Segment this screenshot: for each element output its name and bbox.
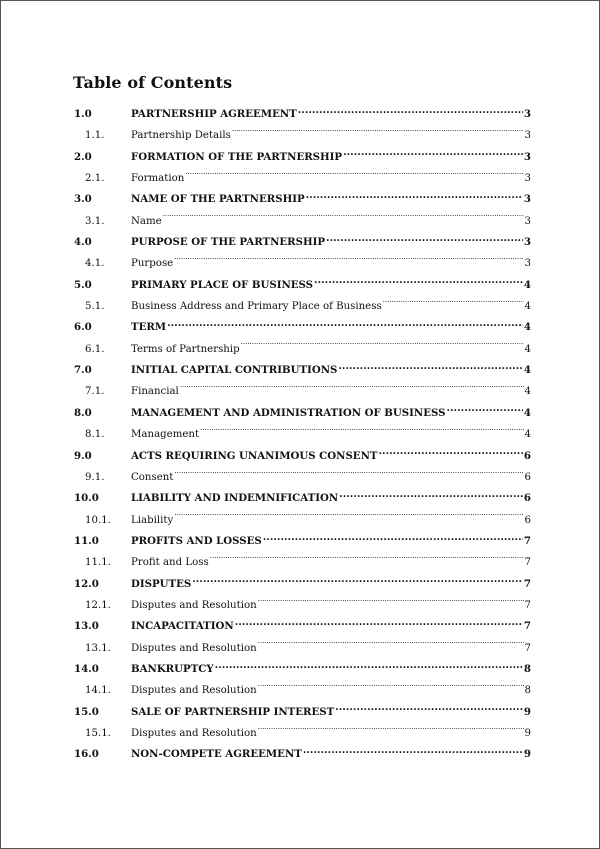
toc-section-entry[interactable]: [74, 702, 531, 723]
toc-section-entry[interactable]: [74, 488, 531, 509]
toc-entry-number: 5.1.: [85, 301, 105, 313]
toc-subsection-entry[interactable]: [74, 168, 531, 189]
toc-entry-page: 7: [524, 642, 531, 654]
toc-entry-page: 4: [523, 364, 531, 377]
toc-entry-label: Disputes and Resolution: [131, 642, 257, 654]
dot-leader: [210, 555, 524, 565]
toc-entry-label: DISPUTES: [131, 577, 192, 590]
page-title: Table of Contents: [73, 73, 233, 92]
toc-entry-label: PURPOSE OF THE PARTNERSHIP: [131, 236, 326, 249]
toc-entry-label: Disputes and Resolution: [131, 685, 257, 697]
toc-entry-number: 10.1.: [85, 514, 111, 526]
toc-entry-label: Liability: [131, 514, 174, 526]
toc-entry-number: 9.1.: [85, 471, 105, 483]
toc-entry-page: 4: [523, 278, 531, 291]
toc-entry-page: 3: [524, 215, 531, 227]
toc-entry-number: 7.1.: [85, 386, 105, 398]
toc-entry-page: 9: [524, 727, 531, 739]
dot-leader: [335, 705, 523, 715]
toc-entry-number: 3.1.: [85, 215, 105, 227]
toc-section-entry[interactable]: [74, 574, 531, 595]
toc-entry-number: 6.1.: [85, 343, 105, 355]
toc-section-entry[interactable]: [74, 744, 531, 765]
toc-entry-label: Purpose: [131, 258, 174, 270]
dot-leader: [180, 384, 524, 394]
toc-entry-number: 9.0: [74, 449, 92, 462]
dot-leader: [215, 662, 523, 672]
toc-entry-number: 11.1.: [85, 557, 111, 569]
toc-section-entry[interactable]: [74, 189, 531, 210]
toc-entry-label: Disputes and Resolution: [131, 727, 257, 739]
toc-section-entry[interactable]: [74, 616, 531, 637]
toc-section-entry[interactable]: [74, 446, 531, 467]
toc-entry-label: NAME OF THE PARTNERSHIP: [131, 193, 305, 206]
toc-entry-page: 6: [524, 471, 531, 483]
toc-section-entry[interactable]: [74, 232, 531, 253]
dot-leader: [167, 320, 523, 330]
toc-subsection-entry[interactable]: [74, 339, 531, 360]
toc-entry-number: 4.1.: [85, 258, 105, 270]
toc-section-entry[interactable]: [74, 360, 531, 381]
dot-leader: [298, 107, 523, 117]
toc-entry-page: 7: [523, 577, 531, 590]
toc-entry-page: 9: [523, 705, 531, 718]
toc-subsection-entry[interactable]: [74, 296, 531, 317]
toc-entry-label: INCAPACITATION: [131, 620, 234, 633]
table-of-contents: [74, 104, 531, 766]
toc-entry-number: 4.0: [74, 236, 92, 249]
toc-entry-page: 4: [524, 386, 531, 398]
toc-entry-number: 8.1.: [85, 429, 105, 441]
toc-entry-label: TERM: [131, 321, 167, 334]
toc-subsection-entry[interactable]: [74, 253, 531, 274]
toc-section-entry[interactable]: [74, 147, 531, 168]
toc-entry-page: 3: [523, 193, 531, 206]
toc-entry-page: 8: [523, 662, 531, 675]
dot-leader: [446, 406, 522, 416]
dot-leader: [343, 150, 523, 160]
dot-leader: [174, 256, 523, 266]
toc-entry-label: Name: [131, 215, 162, 227]
toc-entry-page: 4: [524, 429, 531, 441]
toc-entry-number: 1.1.: [85, 130, 105, 142]
toc-entry-page: 3: [524, 258, 531, 270]
toc-subsection-entry[interactable]: [74, 211, 531, 232]
toc-entry-label: SALE OF PARTNERSHIP INTEREST: [131, 705, 335, 718]
dot-leader: [378, 449, 522, 459]
dot-leader: [339, 491, 523, 501]
toc-entry-page: 6: [524, 514, 531, 526]
toc-entry-number: 2.1.: [85, 173, 105, 185]
toc-entry-number: 15.0: [74, 705, 99, 718]
dot-leader: [235, 619, 523, 629]
toc-entry-number: 13.0: [74, 620, 99, 633]
dot-leader: [163, 214, 524, 224]
toc-subsection-entry[interactable]: [74, 723, 531, 744]
toc-subsection-entry[interactable]: [74, 552, 531, 573]
toc-entry-page: 3: [524, 173, 531, 185]
toc-entry-number: 6.0: [74, 321, 92, 334]
toc-entry-page: 4: [523, 321, 531, 334]
dot-leader: [258, 598, 524, 608]
toc-entry-label: Formation: [131, 173, 185, 185]
toc-entry-page: 3: [524, 130, 531, 142]
toc-entry-label: Business Address and Primary Place of Business: [131, 301, 382, 313]
toc-entry-page: 4: [523, 406, 531, 419]
toc-entry-label: NON-COMPETE AGREEMENT: [131, 748, 302, 761]
toc-entry-page: 7: [523, 620, 531, 633]
toc-entry-number: 10.0: [74, 492, 99, 505]
toc-entry-number: 5.0: [74, 278, 92, 291]
dot-leader: [314, 278, 523, 288]
toc-entry-number: 12.1.: [85, 599, 111, 611]
toc-entry-number: 2.0: [74, 150, 92, 163]
dot-leader: [383, 299, 524, 309]
dot-leader: [258, 726, 524, 736]
toc-entry-label: ACTS REQUIRING UNANIMOUS CONSENT: [131, 449, 378, 462]
toc-entry-page: 7: [523, 534, 531, 547]
toc-entry-label: PRIMARY PLACE OF BUSINESS: [131, 278, 314, 291]
toc-subsection-entry[interactable]: [74, 638, 531, 659]
dot-leader: [192, 577, 523, 587]
toc-entry-page: 3: [523, 150, 531, 163]
dot-leader: [338, 363, 523, 373]
toc-entry-page: 7: [524, 599, 531, 611]
toc-section-entry[interactable]: [74, 275, 531, 296]
toc-entry-label: FORMATION OF THE PARTNERSHIP: [131, 150, 343, 163]
dot-leader: [258, 683, 524, 693]
toc-entry-number: 11.0: [74, 534, 99, 547]
dot-leader: [326, 235, 523, 245]
toc-entry-page: 6: [523, 449, 531, 462]
toc-entry-label: BANKRUPTCY: [131, 662, 214, 675]
toc-section-entry[interactable]: [74, 531, 531, 552]
toc-entry-number: 1.0: [74, 108, 92, 120]
toc-entry-label: Consent: [131, 471, 174, 483]
dot-leader: [258, 641, 524, 651]
toc-entry-page: 9: [523, 748, 531, 761]
toc-subsection-entry[interactable]: [74, 595, 531, 616]
toc-entry-number: 13.1.: [85, 642, 111, 654]
toc-subsection-entry[interactable]: [74, 467, 531, 488]
toc-entry-number: 14.1.: [85, 685, 111, 697]
toc-entry-page: 6: [523, 492, 531, 505]
toc-entry-page: 3: [523, 236, 531, 249]
toc-entry-label: MANAGEMENT AND ADMINISTRATION OF BUSINESS: [131, 406, 446, 419]
dot-leader: [174, 513, 523, 523]
toc-subsection-entry[interactable]: [74, 680, 531, 701]
toc-entry-label: LIABILITY AND INDEMNIFICATION: [131, 492, 339, 505]
toc-entry-number: 16.0: [74, 748, 99, 761]
toc-section-entry[interactable]: [74, 659, 531, 680]
toc-entry-number: 7.0: [74, 364, 92, 377]
dot-leader: [200, 427, 523, 437]
toc-entry-number: 8.0: [74, 406, 92, 419]
toc-entry-label: Partnership Details: [131, 130, 231, 142]
toc-entry-page: 7: [524, 557, 531, 569]
toc-entry-label: Management: [131, 429, 200, 441]
toc-entry-page: 3: [523, 108, 531, 120]
dot-leader: [303, 747, 523, 757]
toc-entry-label: Disputes and Resolution: [131, 599, 257, 611]
dot-leader: [241, 342, 524, 352]
toc-section-entry[interactable]: [74, 317, 531, 338]
toc-entry-page: 4: [524, 343, 531, 355]
toc-entry-label: Financial: [131, 386, 179, 398]
toc-entry-page: 4: [524, 301, 531, 313]
dot-leader: [263, 534, 523, 544]
dot-leader: [185, 171, 523, 181]
toc-subsection-entry[interactable]: [74, 125, 531, 146]
toc-subsection-entry[interactable]: [74, 381, 531, 402]
toc-entry-number: 15.1.: [85, 727, 111, 739]
toc-entry-page: 8: [524, 685, 531, 697]
toc-subsection-entry[interactable]: [74, 424, 531, 445]
toc-section-entry[interactable]: [74, 403, 531, 424]
toc-entry-label: INITIAL CAPITAL CONTRIBUTIONS: [131, 364, 338, 377]
toc-entry-number: 14.0: [74, 662, 99, 675]
dot-leader: [232, 128, 524, 138]
toc-entry-label: PARTNERSHIP AGREEMENT: [131, 108, 297, 120]
toc-entry-label: Terms of Partnership: [131, 343, 240, 355]
toc-entry-label: Profit and Loss: [131, 557, 209, 569]
dot-leader: [174, 470, 523, 480]
dot-leader: [306, 192, 523, 202]
toc-entry-number: 12.0: [74, 577, 99, 590]
toc-entry-number: 3.0: [74, 193, 92, 206]
toc-section-entry[interactable]: [74, 104, 531, 125]
toc-subsection-entry[interactable]: [74, 510, 531, 531]
toc-entry-label: PROFITS AND LOSSES: [131, 534, 262, 547]
